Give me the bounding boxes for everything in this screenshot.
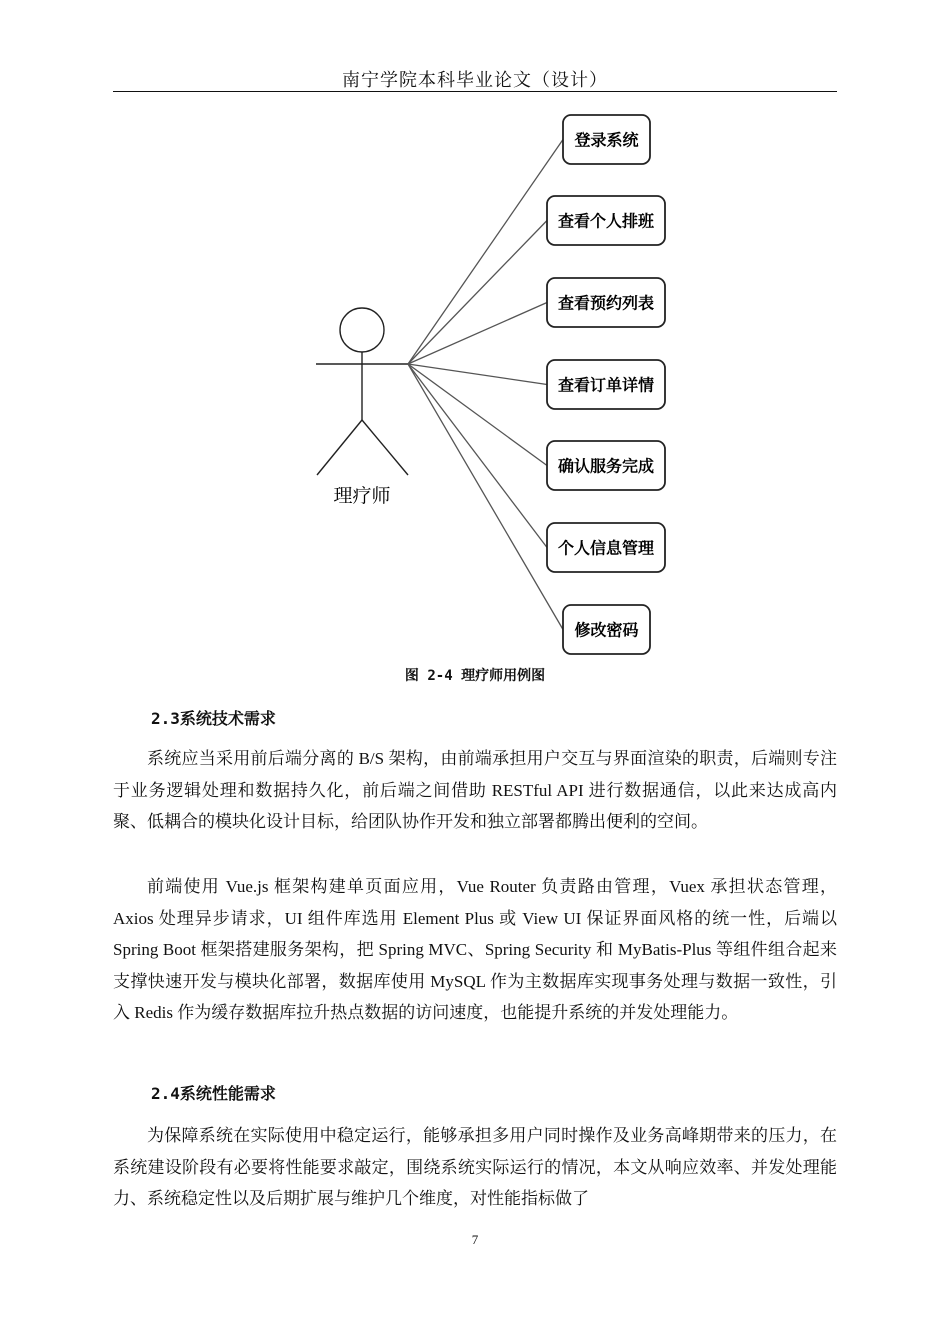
association-line	[408, 364, 563, 630]
figure-caption: 图 2-4 理疗师用例图	[404, 668, 546, 684]
section-heading-2-3: 2.3系统技术需求	[151, 709, 276, 728]
association-line	[408, 364, 547, 385]
use-case-label: 查看预约列表	[557, 293, 655, 313]
actor-head	[340, 308, 384, 352]
actor-right-leg	[362, 420, 408, 475]
actor-figure	[316, 308, 408, 475]
running-header: 南宁学院本科毕业论文（设计）	[342, 70, 608, 91]
association-line	[408, 364, 547, 466]
paragraph-2-3-2: 前端使用 Vue.js 框架构建单页面应用，Vue Router 负责路由管理，Vuex 承担状态管理，Axios 处理异步请求，UI 组件库选用 Element Plus 或 View UI 保证界面风格的统一性，后端以 Spring Boot 框架搭建服务架构，把 Spring MVC、Spring Security 和 MyBatis-Plus 等组件组合起来支撑快速开发与模块化部署，数据库使用 MySQL 作为主数据库实现事务处理与数据一致性，引入 Redis 作为缓存数据库拉升热点数据的访问速度，也能提升系统的并发处理能力。	[113, 877, 837, 1023]
use-case-label: 确认服务完成	[557, 456, 655, 476]
association-line	[408, 221, 547, 365]
association-line	[408, 364, 547, 548]
paragraph-2-3-1: 系统应当采用前后端分离的 B/S 架构，由前端承担用户交互与界面渲染的职责，后端则专注于业务逻辑处理和数据持久化，前后端之间借助 RESTful API 进行数据通信，以此来达成高内聚、低耦合的模块化设计目标，给团队协作开发和独立部署都腾出便利的空间。	[113, 749, 837, 832]
paragraph-2-4-1: 为保障系统在实际使用中稳定运行，能够承担多用户同时操作及业务高峰期带来的压力，在系统建设阶段有必要将性能要求敲定，围绕系统实际运行的情况，本文从响应效率、并发处理能力、系统稳定性以及后期扩展与维护几个维度，对性能指标做了	[113, 1126, 837, 1209]
association-lines	[408, 140, 563, 630]
actor-left-leg	[317, 420, 362, 475]
use-case-label: 修改密码	[574, 620, 639, 640]
use-case-label: 查看订单详情	[557, 375, 655, 395]
use-case-label: 登录系统	[574, 130, 639, 150]
actor-label: 理疗师	[333, 485, 391, 507]
use-case-label: 个人信息管理	[557, 538, 655, 558]
use-case-boxes	[547, 115, 665, 654]
use-case-diagram	[0, 0, 950, 660]
use-case-label: 查看个人排班	[557, 211, 655, 231]
section-heading-2-4: 2.4系统性能需求	[151, 1084, 276, 1103]
page-number: 7	[471, 1232, 479, 1247]
